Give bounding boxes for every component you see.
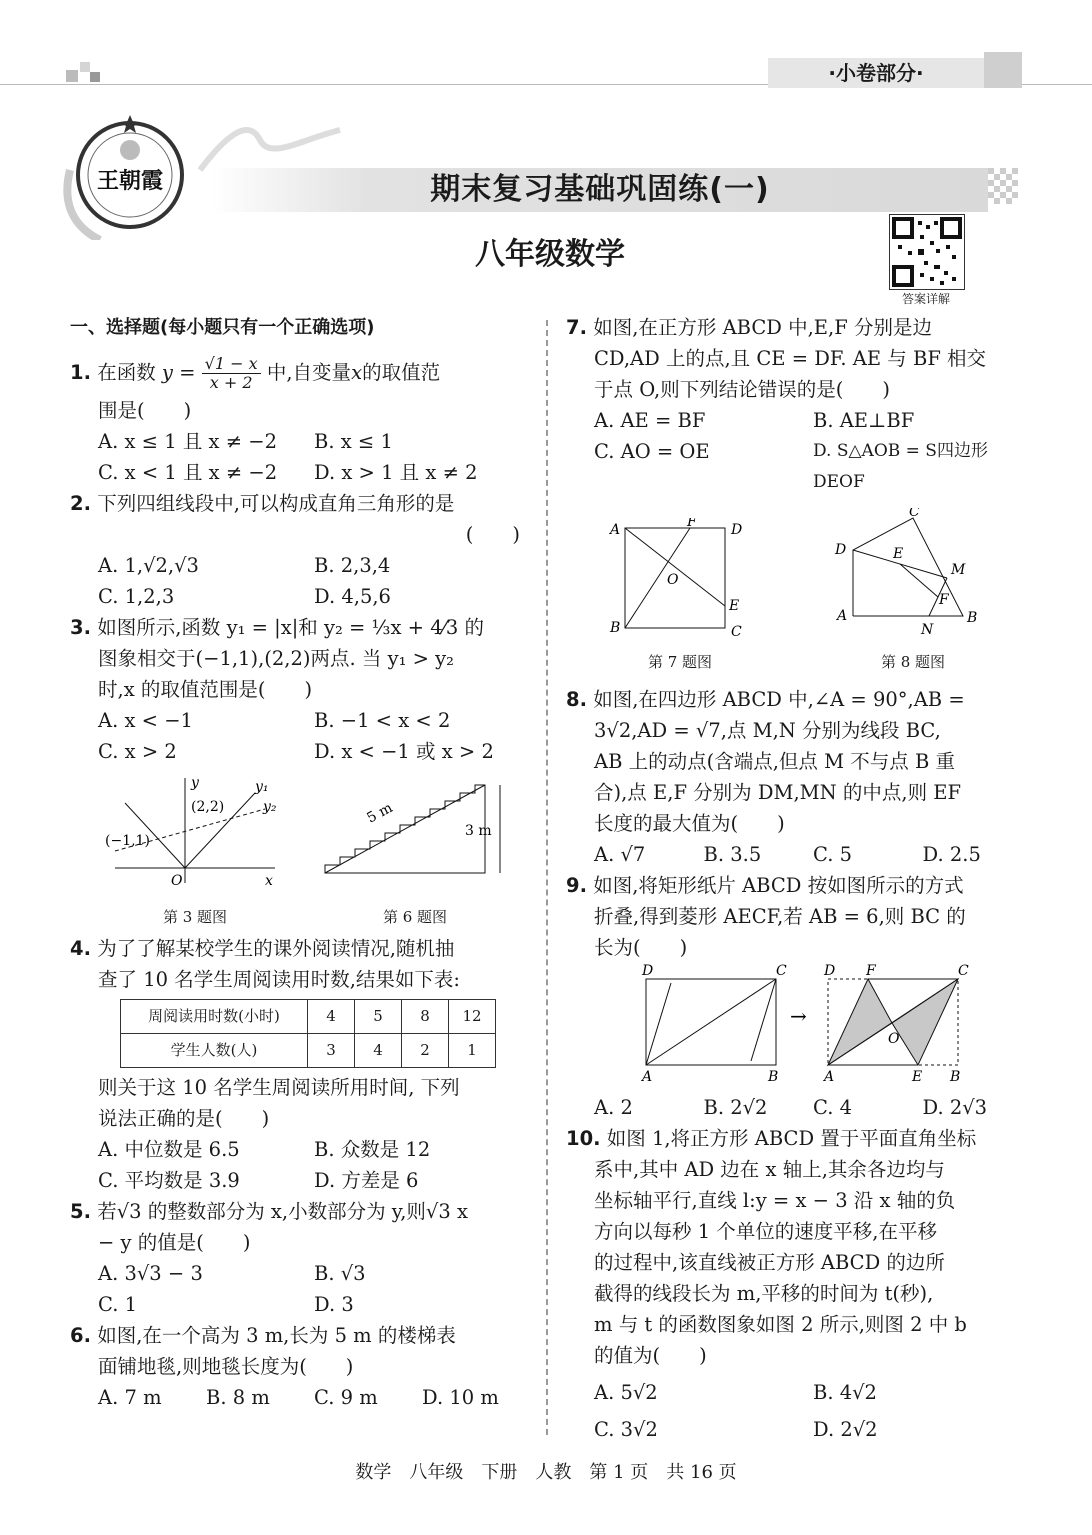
q3-options-row2 [70,736,530,767]
q5-option-d[interactable]: D. 3 [314,1293,354,1316]
brand-logo [60,110,210,240]
fig9-E2: E [912,1069,923,1083]
q7-line1: 如图,在正方形 ABCD 中,E,F 分别是边 [593,316,932,339]
table-row [121,1034,496,1068]
q6-option-d[interactable]: D. 10 m [422,1386,499,1409]
brand-name: 王朝霞 [96,168,164,194]
question-8 [566,684,1032,870]
q8-line5: 长度的最大值为( ) [594,812,785,835]
q4-row1-c4: 12 [449,1000,496,1034]
q4-row2-c4: 1 [449,1034,496,1068]
question-5 [70,1196,530,1320]
section-heading: 一、选择题(每小题只有一个正确选项) [70,317,375,338]
q7-option-d[interactable]: D. S△AOB = S四边形DEOF [813,441,988,492]
right-column [566,312,1032,1445]
fig3-y-label: y [191,775,199,791]
fig3-p2: (−1,1) [105,833,150,849]
q10-line2: 系中,其中 AD 边在 x 轴上,其余各边均与 [594,1158,945,1181]
q6-option-b[interactable]: B. 8 m [206,1386,270,1409]
corner-squares [66,62,102,82]
fig9-B1: B [768,1069,779,1083]
fig7-A: A [610,522,621,538]
q2-option-d[interactable]: D. 4,5,6 [314,585,391,608]
q7-options-row2 [566,436,1032,498]
fig9-B2: B [950,1069,961,1083]
q1-var: x [351,361,363,384]
fig3-caption: 第 3 题图 [162,908,228,926]
q7-option-b[interactable]: B. AE⊥BF [813,409,915,432]
q10-line1: 如图 1,将正方形 ABCD 置于平面直角坐标 [606,1127,977,1150]
q5-line1: 若√3 的整数部分为 x,小数部分为 y,则√3 x [97,1200,468,1223]
q8-option-c[interactable]: C. 5 [813,843,853,866]
q10-options-row1 [566,1377,1032,1408]
page-footer: 数学 八年级 下册 人教 第 1 页 共 16 页 [355,1462,737,1483]
q10-line7: m 与 t 的函数图象如图 2 所示,则图 2 中 b [594,1313,967,1336]
fig8-C: C [909,508,920,520]
table-row [121,1000,496,1034]
q2-number: 2. [70,492,91,515]
q10-line4: 方向以每秒 1 个单位的速度平移,在平移 [594,1220,938,1243]
figure-8 [833,508,993,678]
q2-options-row1 [70,550,530,581]
q10-line5: 的过程中,该直线被正方形 ABCD 的边所 [594,1251,945,1274]
q7-number: 7. [566,316,587,339]
q3-line3: 时,x 的取值范围是( ) [98,678,313,701]
fig9-F2: F [866,963,876,979]
fig8-D: D [835,542,847,558]
figure-3 [105,773,285,933]
q3-line2: 图象相交于(−1,1),(2,2)两点. 当 y₁ > y₂ [98,647,454,670]
q6-line2: 面铺地毯,则地毯长度为( ) [98,1355,354,1378]
q3-options-row1 [70,705,530,736]
fig7-B: B [610,620,621,636]
q1-fraction-den: x + 2 [209,373,253,392]
fig9-C1: C [776,963,787,979]
q2-option-a[interactable]: A. 1,√2,√3 [98,554,199,577]
q5-options-row1 [70,1258,530,1289]
question-7 [566,312,1032,498]
page-title: 期末复习基础巩固练(一) [430,172,770,207]
fig9-A1: A [642,1069,653,1083]
fig6-height: 3 m [465,823,492,839]
fig8-M: M [951,562,966,578]
left-column [70,312,530,1413]
q5-option-c[interactable]: C. 1 [98,1293,138,1316]
q3-number: 3. [70,616,91,639]
q8-line3: AB 上的动点(含端点,但点 M 不与点 B 重 [594,750,956,773]
question-1 [70,351,530,488]
q1-option-a[interactable]: A. x ≤ 1 且 x ≠ −2 [98,430,277,453]
q1-pre: 在函数 [97,361,156,384]
fig8-N: N [921,622,934,638]
q7-line3: 于点 O,则下列结论错误的是( ) [594,378,890,401]
q1-func-y: y = [161,361,196,384]
q5-line2: − y 的值是( ) [98,1231,251,1254]
q1-fraction [202,355,261,392]
checker-pattern [988,168,1022,212]
q6-number: 6. [70,1324,91,1347]
q4-row1-c2: 5 [355,1000,402,1034]
q1-post2: 的取值范 [362,361,441,384]
q10-options-row2 [566,1414,1032,1445]
figures-7-8 [566,508,1032,678]
question-3 [70,612,530,767]
q10-line8: 的值为( ) [594,1344,707,1367]
q5-option-a[interactable]: A. 3√3 − 3 [98,1262,203,1285]
q4-row2-c2: 4 [355,1034,402,1068]
q4-row2-c3: 2 [402,1034,449,1068]
q8-line1: 如图,在四边形 ABCD 中,∠A = 90°,AB = [593,688,965,711]
q6-line1: 如图,在一个高为 3 m,长为 5 m 的楼梯表 [97,1324,456,1347]
q6-options [70,1382,530,1413]
q4-row2-head: 学生人数(人) [121,1034,308,1068]
q3-option-c[interactable]: C. x > 2 [98,740,177,763]
q3-option-d[interactable]: D. x < −1 或 x > 2 [314,740,494,763]
q8-line4: 合),点 E,F 分别为 DM,MN 的中点,则 EF [594,781,962,804]
fig9-C2: C [958,963,969,979]
question-10 [566,1123,1032,1445]
q9-options [566,1092,1032,1123]
figure-6 [315,773,515,933]
fig3-p1: (2,2) [191,799,225,815]
fig8-caption: 第 8 题图 [880,653,946,671]
fig9-D2: D [824,963,836,979]
q8-line2: 3√2,AD = √7,点 M,N 分别为线段 BC, [594,719,941,742]
fig7-D: D [731,522,743,538]
q4-line3: 则关于这 10 名学生周阅读所用时间, 下列 [98,1076,460,1099]
fig9-A2: A [824,1069,835,1083]
q5-number: 5. [70,1200,91,1223]
q8-option-b[interactable]: B. 3.5 [703,843,762,866]
q4-option-a[interactable]: A. 中位数是 6.5 [98,1138,240,1161]
fig8-B: B [967,610,978,626]
q9-line1: 如图,将矩形纸片 ABCD 按如图所示的方式 [593,874,964,897]
fig8-E: E [893,546,904,562]
q9-number: 9. [566,874,587,897]
question-9 [566,870,1032,1123]
figures-3-6 [90,773,530,933]
q1-option-d[interactable]: D. x > 1 且 x ≠ 2 [314,461,478,484]
q4-option-b[interactable]: B. 众数是 12 [314,1138,431,1161]
q1-number: 1. [70,361,91,384]
q1-options-row1 [70,426,530,457]
q2-options-row2 [70,581,530,612]
fig6-length: 5 m [364,799,396,827]
q1-fraction-num: √1 − x [202,355,261,374]
q8-option-d[interactable]: D. 2.5 [922,843,981,866]
q2-text: 下列四组线段中,可以构成直角三角形的是 [97,492,455,515]
column-divider [546,320,548,1435]
fig3-l2: y₂ [263,799,277,815]
q6-option-c[interactable]: C. 9 m [314,1386,378,1409]
fig8-F: F [939,592,949,608]
q1-line2: 围是( ) [98,399,192,422]
q7-option-c[interactable]: C. AO = OE [594,440,710,463]
q10-option-d[interactable]: D. 2√2 [813,1418,878,1441]
fig7-F: F [687,518,697,530]
q1-option-c[interactable]: C. x < 1 且 x ≠ −2 [98,461,278,484]
section-tag: ·小卷部分· [768,58,984,88]
q4-line2: 查了 10 名学生周阅读用时数,结果如下表: [98,968,460,991]
q2-bracket: ( ) [465,523,520,546]
q9-option-a[interactable]: A. 2 [594,1096,633,1119]
q4-options-row2 [70,1165,530,1196]
question-6 [70,1320,530,1413]
figure-9 [566,963,1032,1092]
q1-options-row2 [70,457,530,488]
q8-options [566,839,1032,870]
q10-line3: 坐标轴平行,直线 l:y = x − 3 沿 x 轴的负 [594,1189,956,1212]
q3-option-b[interactable]: B. −1 < x < 2 [314,709,451,732]
q2-option-b[interactable]: B. 2,3,4 [314,554,391,577]
figure-7 [605,518,755,678]
q7-option-a[interactable]: A. AE = BF [594,409,706,432]
q10-option-b[interactable]: B. 4√2 [813,1381,877,1404]
q4-option-c[interactable]: C. 平均数是 3.9 [98,1169,240,1192]
fig7-C: C [731,624,742,638]
qr-code[interactable] [889,214,965,290]
q8-number: 8. [566,688,587,711]
q9-line3: 长为( ) [594,936,688,959]
q4-number: 4. [70,937,91,960]
q7-options-row1 [566,405,1032,436]
q3-option-a[interactable]: A. x < −1 [98,709,193,732]
question-4 [70,933,530,1196]
q10-line6: 截得的线段长为 m,平移的时间为 t(秒), [594,1282,934,1305]
q2-option-c[interactable]: C. 1,2,3 [98,585,175,608]
q10-number: 10. [566,1127,601,1150]
section-tag-end [984,52,1022,88]
q6-option-a[interactable]: A. 7 m [98,1386,162,1409]
fig7-E: E [729,598,740,614]
q4-row2-c1: 3 [308,1034,355,1068]
fig3-x-label: x [265,873,273,889]
q10-option-a[interactable]: A. 5√2 [594,1381,658,1404]
q7-line2: CD,AD 上的点,且 CE = DF. AE 与 BF 相交 [594,347,987,370]
q4-options-row1 [70,1134,530,1165]
q1-post: 中,自变量 [266,361,352,384]
q3-line1: 如图所示,函数 y₁ = |x|和 y₂ = ⅓x + 4⁄3 的 [97,616,484,639]
fig9-D1: D [642,963,654,979]
fig3-l1: y₁ [255,779,269,795]
q5-options-row2 [70,1289,530,1320]
fig6-caption: 第 6 题图 [382,908,448,926]
q4-table [120,999,496,1068]
qr-label: 答案详解 [901,292,950,306]
q9-option-d[interactable]: D. 2√3 [922,1096,988,1119]
fig7-caption: 第 7 题图 [647,653,713,671]
fig3-origin: O [171,873,183,889]
q9-option-b[interactable]: B. 2√2 [703,1096,768,1119]
fig7-O: O [667,572,679,588]
q10-option-c[interactable]: C. 3√2 [594,1418,658,1441]
fig9-O2: O [888,1031,900,1047]
fig9-arrow: → [790,1004,807,1028]
q4-row1-head: 周阅读用时数(小时) [121,1000,308,1034]
q4-row1-c1: 4 [308,1000,355,1034]
q9-line2: 折叠,得到菱形 AECF,若 AB = 6,则 BC 的 [594,905,966,928]
page-subtitle: 八年级数学 [475,237,625,272]
q4-row1-c3: 8 [402,1000,449,1034]
q5-option-b[interactable]: B. √3 [314,1262,366,1285]
q8-option-a[interactable]: A. √7 [594,843,646,866]
q4-line4: 说法正确的是( ) [98,1107,270,1130]
q4-line1: 为了了解某校学生的课外阅读情况,随机抽 [97,937,455,960]
q1-option-b[interactable]: B. x ≤ 1 [314,430,393,453]
question-2 [70,488,530,612]
fig8-A: A [837,608,848,624]
q9-option-c[interactable]: C. 4 [813,1096,853,1119]
q4-option-d[interactable]: D. 方差是 6 [314,1169,419,1192]
